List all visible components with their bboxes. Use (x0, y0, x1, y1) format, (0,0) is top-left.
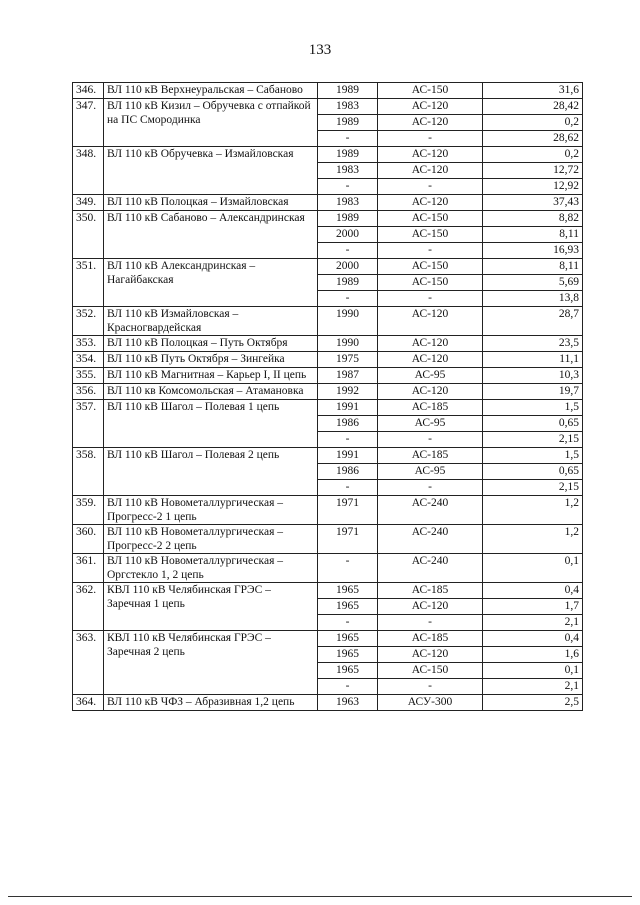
wire-type: АС-120 (378, 195, 483, 211)
line-length: 28,7 (483, 307, 583, 336)
line-length: 10,3 (483, 368, 583, 384)
line-length: 0,65 (483, 464, 583, 480)
line-name: ВЛ 110 кВ Александринская – Нагайбакская (104, 259, 318, 307)
line-length: 11,1 (483, 352, 583, 368)
table-row (73, 147, 583, 163)
wire-type: АС-120 (378, 307, 483, 336)
wire-type: АС-185 (378, 583, 483, 599)
commission-year: 1989 (318, 275, 378, 291)
wire-type: АС-240 (378, 525, 483, 554)
wire-type: АС-185 (378, 448, 483, 464)
table-row (73, 583, 583, 599)
commission-year: - (318, 131, 378, 147)
commission-year: 1991 (318, 448, 378, 464)
row-number: 353. (73, 336, 104, 352)
line-name: ВЛ 110 кВ Новометаллургическая – Прогресс-2 2 цепь (104, 525, 318, 554)
line-length: 1,2 (483, 496, 583, 525)
row-number: 350. (73, 211, 104, 259)
line-length: 8,82 (483, 211, 583, 227)
wire-type: - (378, 679, 483, 695)
line-length: 1,7 (483, 599, 583, 615)
row-number: 357. (73, 400, 104, 448)
wire-type: АС-240 (378, 554, 483, 583)
line-length: 0,4 (483, 631, 583, 647)
commission-year: - (318, 480, 378, 496)
line-length: 0,2 (483, 115, 583, 131)
wire-type: АС-150 (378, 275, 483, 291)
table-row (73, 448, 583, 464)
line-length: 0,4 (483, 583, 583, 599)
table-row (73, 259, 583, 275)
row-number: 347. (73, 99, 104, 147)
commission-year: 2000 (318, 227, 378, 243)
line-name: ВЛ 110 кВ Сабаново – Александринская (104, 211, 318, 259)
row-number: 352. (73, 307, 104, 336)
row-number: 355. (73, 368, 104, 384)
commission-year: 2000 (318, 259, 378, 275)
wire-type: АС-185 (378, 631, 483, 647)
line-length: 1,2 (483, 525, 583, 554)
wire-type: АС-120 (378, 352, 483, 368)
row-number: 362. (73, 583, 104, 631)
wire-type: - (378, 432, 483, 448)
commission-year: 1989 (318, 83, 378, 99)
row-number: 360. (73, 525, 104, 554)
line-name: ВЛ 110 кВ Полоцкая – Измайловская (104, 195, 318, 211)
wire-type: АС-95 (378, 368, 483, 384)
line-length: 31,6 (483, 83, 583, 99)
line-length: 2,1 (483, 679, 583, 695)
wire-type: АС-120 (378, 647, 483, 663)
row-number: 361. (73, 554, 104, 583)
commission-year: 1992 (318, 384, 378, 400)
wire-type: АС-95 (378, 416, 483, 432)
wire-type: АС-120 (378, 384, 483, 400)
line-length: 2,15 (483, 432, 583, 448)
wire-type: АС-185 (378, 400, 483, 416)
row-number: 363. (73, 631, 104, 695)
line-length: 13,8 (483, 291, 583, 307)
line-name: ВЛ 110 кВ ЧФЗ – Абразивная 1,2 цепь (104, 695, 318, 711)
wire-type: АС-150 (378, 663, 483, 679)
commission-year: 1989 (318, 211, 378, 227)
commission-year: 1965 (318, 631, 378, 647)
table-row (73, 99, 583, 115)
commission-year: 1971 (318, 496, 378, 525)
line-length: 1,5 (483, 448, 583, 464)
commission-year: - (318, 179, 378, 195)
commission-year: 1963 (318, 695, 378, 711)
wire-type: - (378, 291, 483, 307)
line-length: 5,69 (483, 275, 583, 291)
line-length: 0,2 (483, 147, 583, 163)
line-length: 1,6 (483, 647, 583, 663)
line-name: КВЛ 110 кВ Челябинская ГРЭС – Заречная 1 цепь (104, 583, 318, 631)
wire-type: АС-120 (378, 599, 483, 615)
commission-year: 1965 (318, 647, 378, 663)
commission-year: 1990 (318, 307, 378, 336)
line-length: 0,65 (483, 416, 583, 432)
row-number: 349. (73, 195, 104, 211)
wire-type: АС-240 (378, 496, 483, 525)
power-lines-table (72, 82, 583, 711)
line-name: КВЛ 110 кВ Челябинская ГРЭС – Заречная 2 цепь (104, 631, 318, 695)
commission-year: - (318, 432, 378, 448)
line-length: 16,93 (483, 243, 583, 259)
row-number: 346. (73, 83, 104, 99)
line-name: ВЛ 110 кВ Измайловская – Красногвардейская (104, 307, 318, 336)
wire-type: - (378, 243, 483, 259)
line-name: ВЛ 110 кВ Полоцкая – Путь Октября (104, 336, 318, 352)
commission-year: 1983 (318, 99, 378, 115)
commission-year: 1983 (318, 195, 378, 211)
wire-type: АС-95 (378, 464, 483, 480)
line-name: ВЛ 110 кВ Новометаллургическая – Прогресс-2 1 цепь (104, 496, 318, 525)
line-length: 37,43 (483, 195, 583, 211)
commission-year: 1983 (318, 163, 378, 179)
row-number: 351. (73, 259, 104, 307)
line-name: ВЛ 110 кВ Верхнеуральская – Сабаново (104, 83, 318, 99)
table-row (73, 211, 583, 227)
row-number: 359. (73, 496, 104, 525)
commission-year: - (318, 679, 378, 695)
commission-year: - (318, 615, 378, 631)
commission-year: 1965 (318, 599, 378, 615)
line-name: ВЛ 110 кВ Новометаллургическая – Оргстекло 1, 2 цепь (104, 554, 318, 583)
page-number: 133 (308, 42, 332, 58)
line-length: 0,1 (483, 663, 583, 679)
commission-year: 1986 (318, 464, 378, 480)
commission-year: - (318, 243, 378, 259)
wire-type: АС-150 (378, 211, 483, 227)
table-row (73, 631, 583, 647)
commission-year: 1991 (318, 400, 378, 416)
wire-type: АС-120 (378, 115, 483, 131)
wire-type: АС-120 (378, 336, 483, 352)
commission-year: 1989 (318, 147, 378, 163)
line-name: ВЛ 110 кВ Шагол – Полевая 2 цепь (104, 448, 318, 496)
commission-year: 1971 (318, 525, 378, 554)
line-length: 12,72 (483, 163, 583, 179)
line-length: 2,15 (483, 480, 583, 496)
line-length: 1,5 (483, 400, 583, 416)
commission-year: - (318, 554, 378, 583)
wire-type: АС-120 (378, 163, 483, 179)
row-number: 356. (73, 384, 104, 400)
line-name: ВЛ 110 кВ Магнитная – Карьер I, II цепь (104, 368, 318, 384)
table-body (73, 83, 583, 711)
row-number: 354. (73, 352, 104, 368)
line-length: 2,1 (483, 615, 583, 631)
commission-year: - (318, 291, 378, 307)
row-number: 364. (73, 695, 104, 711)
bottom-rule (8, 896, 632, 897)
commission-year: 1965 (318, 583, 378, 599)
commission-year: 1965 (318, 663, 378, 679)
line-length: 0,1 (483, 554, 583, 583)
wire-type: АС-120 (378, 99, 483, 115)
wire-type: АСУ-300 (378, 695, 483, 711)
commission-year: 1990 (318, 336, 378, 352)
commission-year: 1987 (318, 368, 378, 384)
line-name: ВЛ 110 кВ Кизил – Обручевка с отпайкой на ПС Смородинка (104, 99, 318, 147)
line-length: 23,5 (483, 336, 583, 352)
line-length: 19,7 (483, 384, 583, 400)
wire-type: АС-150 (378, 227, 483, 243)
line-name: ВЛ 110 кВ Шагол – Полевая 1 цепь (104, 400, 318, 448)
wire-type: АС-120 (378, 147, 483, 163)
wire-type: - (378, 179, 483, 195)
line-length: 8,11 (483, 227, 583, 243)
row-number: 348. (73, 147, 104, 195)
line-length: 12,92 (483, 179, 583, 195)
commission-year: 1989 (318, 115, 378, 131)
line-length: 28,42 (483, 99, 583, 115)
commission-year: 1986 (318, 416, 378, 432)
wire-type: - (378, 615, 483, 631)
line-length: 2,5 (483, 695, 583, 711)
line-name: ВЛ 110 кВ Путь Октября – Зингейка (104, 352, 318, 368)
wire-type: - (378, 480, 483, 496)
line-name: ВЛ 110 кВ Обручевка – Измайловская (104, 147, 318, 195)
line-length: 28,62 (483, 131, 583, 147)
line-length: 8,11 (483, 259, 583, 275)
wire-type: - (378, 131, 483, 147)
commission-year: 1975 (318, 352, 378, 368)
wire-type: АС-150 (378, 83, 483, 99)
wire-type: АС-150 (378, 259, 483, 275)
line-name: ВЛ 110 кв Комсомольская – Атамановка (104, 384, 318, 400)
table-row (73, 400, 583, 416)
row-number: 358. (73, 448, 104, 496)
